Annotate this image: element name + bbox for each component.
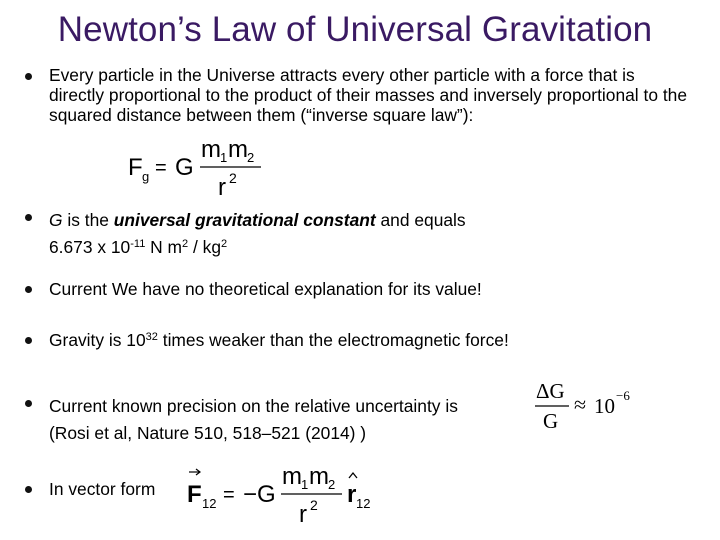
eq-mass-1-sub: 1 xyxy=(301,477,309,492)
constant-value: 6.673 x 10 xyxy=(49,237,131,257)
precision-equation xyxy=(533,376,638,436)
eq-distance-exponent: 2 xyxy=(310,497,318,513)
eq-ten: 10 xyxy=(594,394,615,418)
slide-title: Newton’s Law of Universal Gravitation xyxy=(57,10,653,49)
eq-G: G xyxy=(543,409,559,433)
bullet-text-inverse-square: Every particle in the Universe attracts every other particle with a force that is directly proportional to the product of their masses and inversely proportional to the squared distance between them (“inverse square law”): xyxy=(49,65,688,125)
eq-unit-vector-subscript: 12 xyxy=(356,496,371,511)
eq-delta-G: ΔG xyxy=(536,379,565,403)
unit-vector-hat xyxy=(349,473,357,478)
eq-mass-2: m xyxy=(228,136,248,163)
bullet-dot xyxy=(25,286,32,293)
bullet-text-vector-form: In vector form xyxy=(49,479,156,499)
bullet-text-no-explanation: Current We have no theoretical explanation for its value! xyxy=(49,279,482,299)
eq-force-symbol: F xyxy=(128,154,143,181)
eq-constant-G: G xyxy=(175,154,194,181)
bullet-text-gravity-weaker: Gravity is $10^{32}$ times weaker than the electromagnetic force! xyxy=(49,330,509,350)
eq-mass-1: m xyxy=(201,136,221,163)
eq-mass-1: m xyxy=(282,463,302,490)
eq-approx: ≈ xyxy=(574,392,587,417)
eq-distance: r xyxy=(218,174,226,201)
eq-exponent: −6 xyxy=(616,388,630,403)
newton-gravitation-equation xyxy=(125,135,275,205)
bullet-dot xyxy=(25,73,32,80)
eq-mass-2-sub: 2 xyxy=(328,477,336,492)
eq-minus-G: −G xyxy=(243,481,276,508)
eq-equals: = xyxy=(155,157,167,179)
constant-name: universal gravitational constant xyxy=(113,210,376,230)
eq-distance-exponent: 2 xyxy=(229,170,237,186)
constant-G-symbol: G xyxy=(49,210,63,230)
bullet-dot xyxy=(25,337,32,344)
eq-equals: = xyxy=(223,484,235,506)
bullet-dot xyxy=(25,486,32,493)
eq-force-vector: F xyxy=(187,481,202,508)
citation: (Rosi et al, Nature 510, 518–521 (2014) ) xyxy=(49,423,367,443)
bullet-text-gravitational-constant: G is the universal gravitational constant and equals 6.673 x $10^{-11}$ N $m^2 / kg^2$ xyxy=(49,210,466,257)
vector-gravitation-equation xyxy=(185,462,385,532)
eq-mass-1-sub: 1 xyxy=(220,150,228,165)
eq-distance: r xyxy=(299,501,307,528)
bullet-dot xyxy=(25,214,32,221)
bullet-dot xyxy=(25,400,32,407)
eq-mass-2: m xyxy=(309,463,329,490)
eq-force-subscript: 12 xyxy=(202,496,217,511)
eq-force-subscript: g xyxy=(142,169,150,184)
eq-unit-vector: r xyxy=(347,481,357,508)
bullet-text-precision: Current known precision on the relative uncertainty is (Rosi et al, Nature 510, 518–521 (2014) ) xyxy=(49,396,458,443)
eq-mass-2-sub: 2 xyxy=(247,150,255,165)
